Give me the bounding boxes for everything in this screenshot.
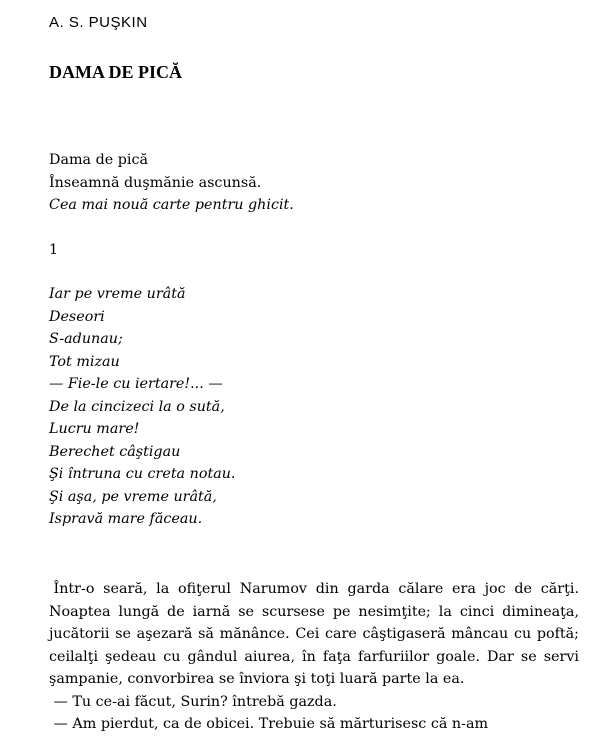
epigraph (49, 149, 294, 217)
epigraph-line: Dama de pică (49, 152, 149, 168)
epigraph-line: Înseamnă duşmănie ascunsă. (49, 174, 262, 191)
poem-line: — Fie-le cu iertare!... — (49, 376, 223, 392)
poem-line: Ispravă mare făceau. (49, 511, 203, 527)
story-title: DAMA DE PICĂ (49, 62, 182, 82)
poem-line: Iar pe vreme urâtă (49, 286, 186, 302)
poem-line: De la cincizeci la o sută, (49, 398, 225, 415)
epigraph-source: Cea mai nouă carte pentru ghicit. (49, 197, 294, 213)
author-name: A. S. PUŞKIN (49, 14, 148, 31)
poem-line: Şi aşa, pe vreme urâtă, (49, 488, 217, 505)
poem-line: Deseori (49, 308, 105, 325)
prose-paragraph (49, 713, 579, 736)
prose-paragraph-text: — Am pierdut, ca de obicei. Trebuie să mărturisesc că n-am (53, 716, 489, 732)
prose-paragraph-text: — Tu ce-ai făcut, Surin? întrebă gazda. (53, 693, 337, 710)
poem (49, 283, 235, 531)
poem-line: Lucru mare! (49, 421, 140, 437)
chapter-number: 1 (49, 242, 59, 258)
prose-paragraph (49, 578, 579, 691)
poem-line: S-adunau; (49, 331, 123, 347)
prose-paragraph (49, 691, 579, 714)
poem-line: Tot mizau (49, 353, 120, 370)
prose-body (49, 578, 579, 736)
poem-line: Şi întruna cu creta notau. (49, 466, 236, 482)
prose-paragraph-text: Într-o seară, la ofiţerul Narumov din garda călare era joc de cărţi. Noaptea lungă de iarnă se scursese pe nesimţite; la cinci dimineaţa, jucătorii se aşezară să mănânce. Cei care câştigaseră mâncau cu poftă; ceilalţi şedeau cu gândul aiurea, în faţa farfuriilor goale. Dar se servi şampanie, convorbirea se înviora şi toţi luară parte la ea. (49, 581, 579, 687)
poem-line: Berechet câştigau (49, 443, 181, 460)
